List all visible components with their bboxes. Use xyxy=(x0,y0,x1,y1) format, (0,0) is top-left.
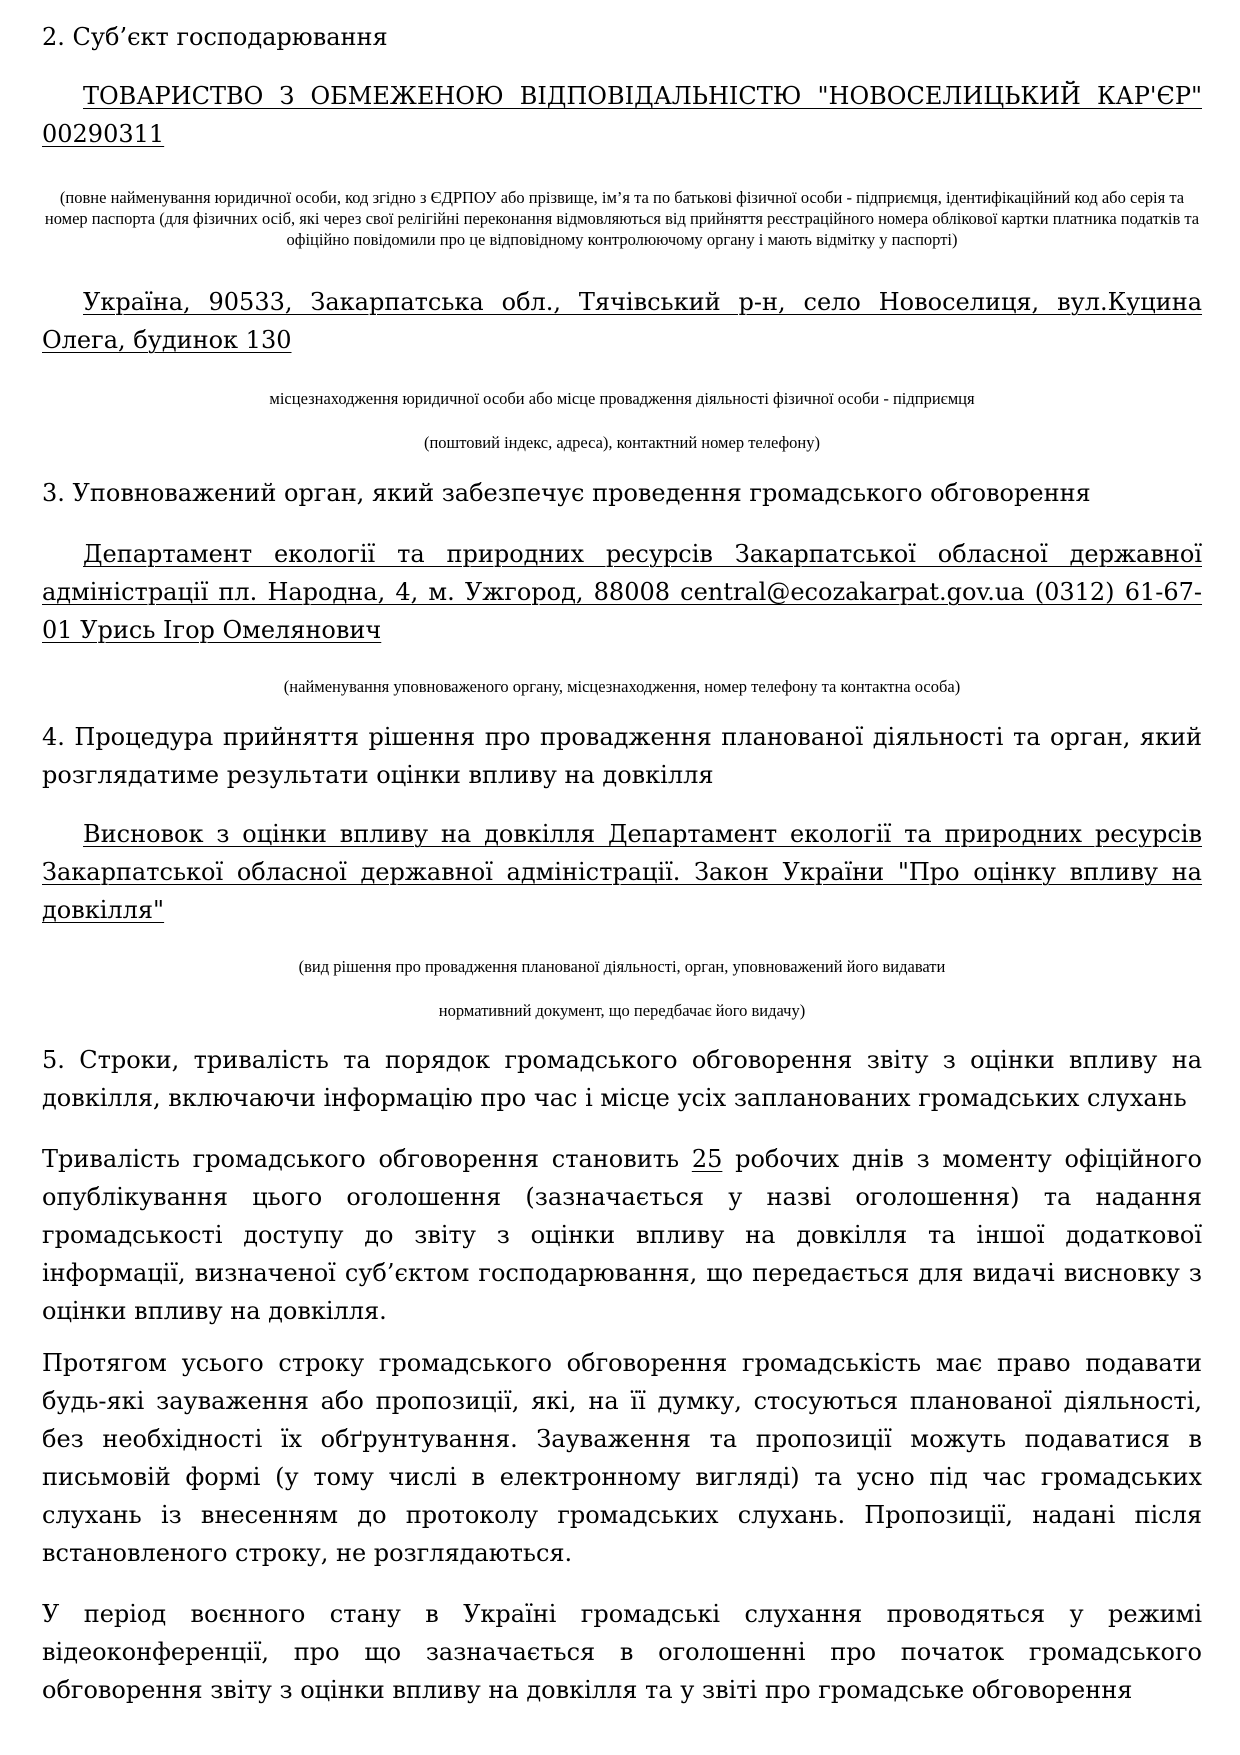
entity-note: (повне найменування юридичної особи, код згідно з ЄДРПОУ або прізвище, ім’я та по батькові фізичної особи - підприємця, ідентифікаційний код або серія та номер паспорта (для фізичних осіб, які через свої релігійні переконання відмовляються від прийняття реєстраційного номера облікової картки платника податків та офіційно повідомили про це відповідному контролюючому органу і мають відмітку у паспорті) xyxy=(44,188,1200,249)
section-2-heading: 2. Суб’єкт господарювання xyxy=(42,23,388,51)
martial-law-paragraph: У період воєнного стану в Україні громадські слухання проводяться у режимі відеоконференції, про що зазначається в оголошенні про початок громадського обговорення звіту з оцінки впливу на довкілля та у звіті про громадське обговорення xyxy=(42,1600,1202,1704)
duration-text-start: Тривалість громадського обговорення становить xyxy=(42,1145,692,1173)
authority xyxy=(42,535,1202,649)
decision-text: Висновок з оцінки впливу на довкілля Департамент екології та природних ресурсів Закарпатської обласної державної адміністрації. Закон України "Про оцінку впливу на довкілля" xyxy=(42,820,1202,924)
section-3-heading: 3. Уповноважений орган, який забезпечує проведення громадського обговорення xyxy=(42,479,1091,507)
entity-address-text: Україна, 90533, Закарпатська обл., Тячівський р-н, село Новоселиця, вул.Куцина Олега, будинок 130 xyxy=(42,288,1202,354)
section-4-heading: 4. Процедура прийняття рішення про провадження планованої діяльності та орган, який розглядатиме результати оцінки впливу на довкілля xyxy=(42,723,1202,789)
decision xyxy=(42,815,1202,929)
decision-note-normative: нормативний документ, що передбачає його видачу) xyxy=(438,1001,806,1020)
section-5-heading: 5. Строки, тривалість та порядок громадського обговорення звіту з оцінки впливу на довкілля, включаючи інформацію про час і місце усіх запланованих громадських слухань xyxy=(42,1046,1202,1112)
address-note-contact: (поштовий індекс, адреса), контактний номер телефону) xyxy=(423,433,821,452)
duration-paragraph xyxy=(42,1140,1202,1330)
authority-note: (найменування уповноваженого органу, місцезнаходження, номер телефону та контактна особа) xyxy=(283,677,961,696)
duration-days: 25 xyxy=(691,1145,723,1173)
entity-name xyxy=(42,77,1202,153)
address-note-location: місцезнаходження юридичної особи або місце провадження діяльності фізичної особи - підприємця xyxy=(269,389,975,408)
comments-paragraph: Протягом усього строку громадського обговорення громадськість має право подавати будь-які зауваження або пропозиції, які, на її думку, стосуються планованої діяльності, без необхідності їх обґрунтування. Зауваження та пропозиції можуть подаватися в письмовій формі (у тому числі в електронному вигляді) та усно під час громадських слухань із внесенням до протоколу громадських слухань. Пропозиції, надані після встановленого строку, не розглядаються. xyxy=(42,1349,1202,1567)
duration-text-end: робочих днів з моменту офіційного опублікування цього оголошення (зазначається у назві оголошення) та надання громадськості доступу до звіту з оцінки впливу на довкілля та іншої додаткової інформації, визначеної суб’єктом господарювання, що передається для видачі висновку з оцінки впливу на довкілля. xyxy=(42,1145,1202,1325)
entity-address xyxy=(42,283,1202,359)
authority-text: Департамент екології та природних ресурсів Закарпатської обласної державної адміністрації пл. Народна, 4, м. Ужгород, 88008 central@ecozakarpat.gov.ua (0312) 61-67-01 Урись Ігор Омелянович xyxy=(42,540,1202,644)
entity-name-text: ТОВАРИСТВО З ОБМЕЖЕНОЮ ВІДПОВІДАЛЬНІСТЮ "НОВОСЕЛИЦЬКИЙ КАР'ЄР" 00290311 xyxy=(42,82,1202,148)
decision-note-type: (вид рішення про провадження планованої діяльності, орган, уповноважений його видавати xyxy=(298,957,946,976)
